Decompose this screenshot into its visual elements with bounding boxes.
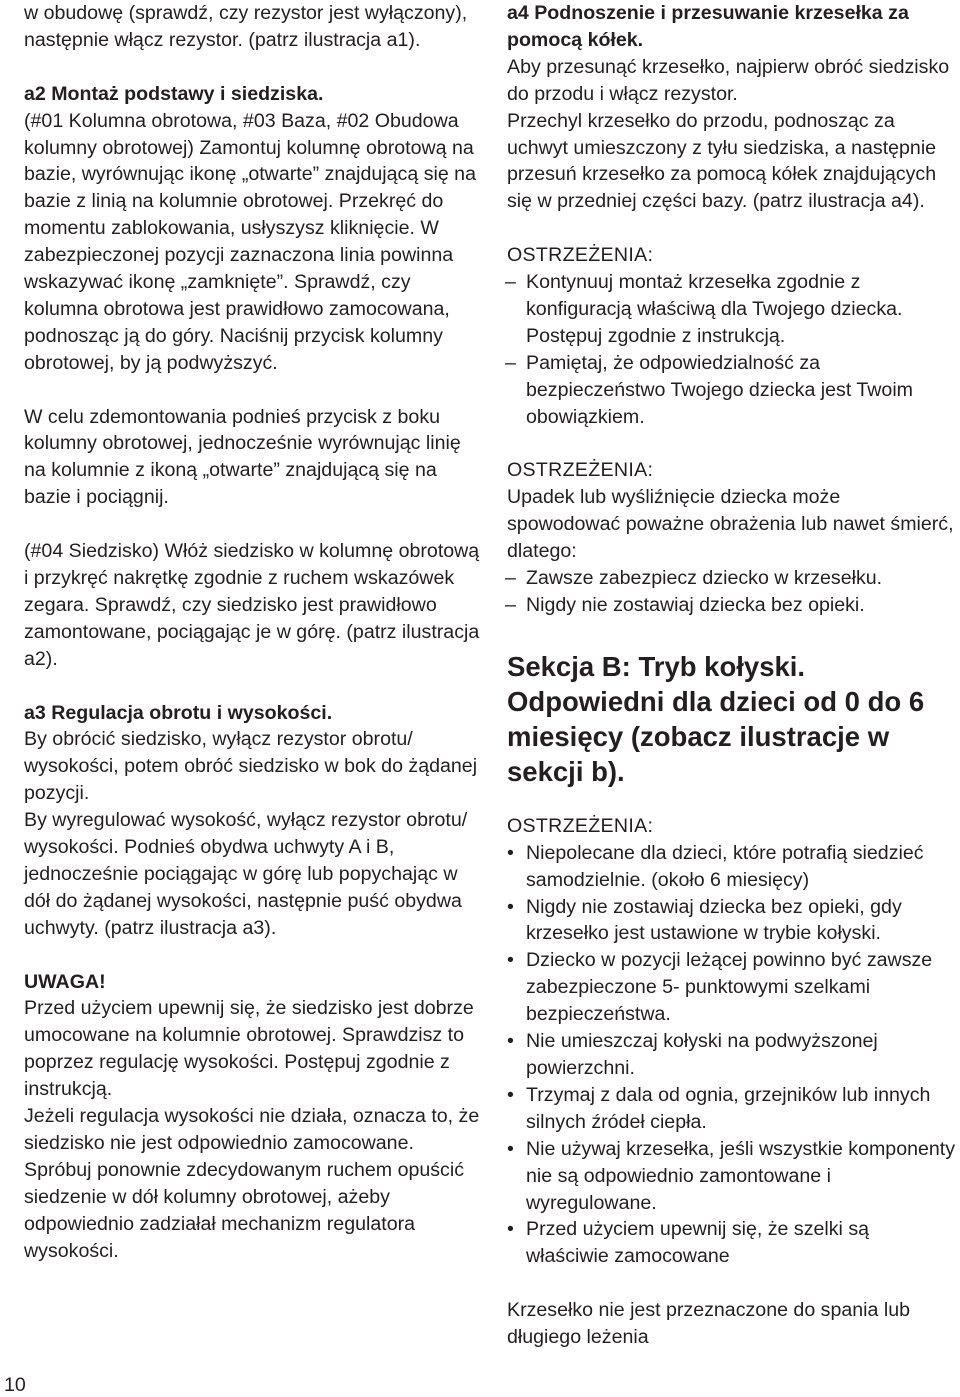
list-item (507, 565, 957, 592)
list-item-text: Kontynuuj montaż krzesełka zgodnie z konfiguracją właściwą dla Twojego dziecka. Postępuj zgodnie z instrukcją. (526, 271, 903, 347)
right-column (507, 0, 957, 1351)
list-item (507, 1136, 957, 1217)
dash-mark: – (505, 351, 516, 374)
list-item-text: Nie umieszczaj kołyski na podwyższonej powierzchni. (526, 1030, 878, 1079)
list-item-text: Zawsze zabezpiecz dziecko w krzesełku. (526, 567, 883, 589)
bullet-mark: • (507, 949, 514, 972)
page-number: 10 (4, 1374, 26, 1396)
spacer (507, 215, 957, 242)
closing-paragraph: Krzesełko nie jest przeznaczone do spania lub długiego leżenia (507, 1299, 911, 1349)
a2-paragraph-disassembly: W celu zdemontowania podnieś przycisk z boku kolumny obrotowej, jednocześnie wyrównując linię na kolumnie z ikoną „otwarte” znajdującą się na bazie i pociągnij. (24, 405, 461, 509)
list-item (507, 592, 957, 619)
bullet-mark: • (507, 1137, 514, 1160)
continued-paragraph: w obudowę (sprawdź, czy rezystor jest wyłączony), następnie włącz rezystor. (patrz ilustracja a1). (24, 2, 468, 51)
left-column (24, 0, 486, 1265)
bullet-mark: • (507, 1083, 514, 1106)
list-item (507, 947, 957, 1028)
list-item-text: Trzymaj z dala od ognia, grzejników lub innych silnych źródeł ciepła. (526, 1083, 931, 1133)
list-item (507, 350, 957, 431)
spacer (507, 430, 957, 457)
list-item (507, 840, 957, 894)
bullet-mark: • (507, 895, 514, 918)
spacer (507, 619, 957, 649)
warning-paragraph-2: Upadek lub wyśliźnięcie dziecka może spowodować poważne obrażenia lub nawet śmierć, dlatego: (507, 486, 954, 563)
warning-list-3 (507, 840, 957, 1271)
list-item-text: Przed użyciem upewnij się, że szelki są właściwie zamocowane (526, 1218, 870, 1268)
list-item-text: Nigdy nie zostawiaj dziecka bez opieki, gdy krzesełko jest ustawione w trybie kołyski. (526, 895, 902, 945)
a3-paragraph-height: By wyregulować wysokość, wyłącz rezystor obrotu/ wysokości. Podnieś obydwa uchwyty A i B, jednocześnie pociągając w górę lub popychając w dół do żądanej wysokości, następnie puść obydwa uchwyty. (patrz ilustracja a3). (24, 809, 468, 939)
spacer (24, 942, 486, 969)
a4-heading: a4 Podnoszenie i przesuwanie krzesełka za pomocą kółek. (507, 2, 909, 51)
list-item-text: Nie używaj krzesełka, jeśli wszystkie komponenty nie są odpowiednio zamontowane i wyregulowane. (526, 1137, 956, 1214)
warning-heading-2: OSTRZEŻENIA: (507, 459, 654, 482)
a4-paragraph-rotate: Aby przesunąć krzesełko, najpierw obróć siedzisko do przodu i włącz rezystor. (507, 55, 950, 105)
dash-mark: – (505, 567, 516, 589)
a2-paragraph-assembly: (#01 Kolumna obrotowa, #03 Baza, #02 Obudowa kolumny obrotowej) Zamontuj kolumnę obrotową na bazie, wyrównując ikonę „otwarte” znajdującą się na bazie z linią na kolumnie obrotowej. Przekręć do momentu zablokowania, usłyszysz kliknięcie. W zabezpieczonej pozycji zaznaczona linia powinna wskazywać ikonę „zamknięte”. Sprawdź, czy kolumna obrotowa jest prawidłowo zamocowana, podnosząc ją do góry. Naciśnij przycisk kolumny obrotowej, by ją podwyższyć. (24, 109, 476, 374)
bullet-mark: • (507, 1030, 514, 1053)
warning-list-1 (507, 269, 957, 430)
a2-heading: a2 Montaż podstawy i siedziska. (24, 82, 324, 105)
dash-mark: – (505, 593, 516, 616)
a3-paragraph-rotation: By obrócić siedzisko, wyłącz rezystor obrotu/ wysokości, potem obróć siedzisko w bok do żądanej pozycji. (24, 728, 478, 805)
list-item (507, 1216, 957, 1270)
spacer (24, 54, 486, 81)
bullet-mark: • (507, 1218, 514, 1241)
dash-mark: – (505, 271, 516, 294)
spacer (24, 377, 486, 404)
list-item (507, 894, 957, 948)
uwaga-paragraph-check: Przed użyciem upewnij się, że siedzisko jest dobrze umocowane na kolumnie obrotowej. Sprawdzisz to poprzez regulację wysokości. Postępuj zgodnie z instrukcją. (24, 997, 474, 1101)
warning-heading-3: OSTRZEŻENIA: (507, 814, 654, 837)
a4-paragraph-move: Przechyl krzesełko do przodu, podnosząc za uchwyt umieszczony z tyłu siedziska, a następnie przesuń krzesełko za pomocą kółek znajdujących się w przedniej części bazy. (patrz ilustracja a4). (507, 109, 937, 213)
uwaga-heading: UWAGA! (24, 970, 106, 993)
list-item (507, 269, 957, 350)
list-item-text: Dziecko w pozycji leżącej powinno być zawsze zabezpieczone 5- punktowymi szelkami bezpieczeństwa. (526, 949, 933, 1026)
a3-heading: a3 Regulacja obrotu i wysokości. (24, 701, 333, 724)
spacer (24, 511, 486, 538)
list-item-text: Nigdy nie zostawiaj dziecka bez opieki. (526, 593, 865, 616)
a2-paragraph-seat: (#04 Siedzisko) Włóż siedzisko w kolumnę obrotową i przykręć nakrętkę zgodnie z ruchem wskazówek zegara. Sprawdź, czy siedzisko jest prawidłowo zamontowane, pociągając je w górę. (patrz ilustracja a2). (24, 540, 480, 670)
warning-list-2 (507, 565, 957, 619)
list-item-text: Pamiętaj, że odpowiedzialność za bezpieczeństwo Twojego dziecka jest Twoim obowiązkiem. (526, 351, 913, 428)
bullet-mark: • (507, 841, 514, 864)
section-b-title: Sekcja B: Tryb kołyski. Odpowiedni dla dzieci od 0 do 6 miesięcy (zobacz ilustracje w sekcji b). (507, 650, 925, 787)
list-item-text: Niepolecane dla dzieci, które potrafią siedzieć samodzielnie. (około 6 miesięcy) (526, 841, 924, 891)
spacer (507, 789, 957, 813)
spacer (507, 1270, 957, 1297)
list-item (507, 1028, 957, 1082)
uwaga-paragraph-retry: Jeżeli regulacja wysokości nie działa, oznacza to, że siedzisko nie jest odpowiednio zamocowane. Spróbuj ponownie zdecydowanym ruchem opuścić siedzenie w dół kolumny obrotowej, ażeby odpowiednio zadziałał mechanizm regulatora wysokości. (24, 1105, 480, 1262)
warning-heading-1: OSTRZEŻENIA: (507, 244, 654, 267)
list-item (507, 1082, 957, 1136)
spacer (24, 673, 486, 700)
